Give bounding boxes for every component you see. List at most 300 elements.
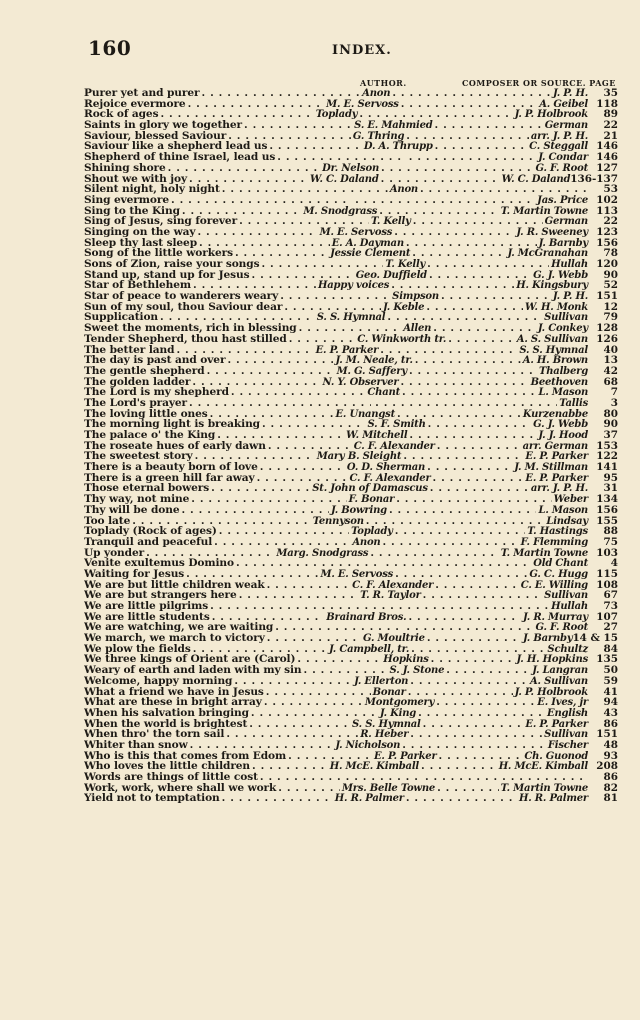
entry-author: Brainard Bros. — [326, 611, 407, 623]
entry-title: We are but little children weak — [84, 579, 265, 591]
entry-composer: Tallis — [559, 397, 588, 409]
entry-title: Sons of Zion, raise your songs — [84, 259, 260, 270]
entry-composer: J. Barnby — [523, 633, 573, 644]
leader-dots — [382, 601, 550, 612]
leader-dots — [260, 462, 345, 473]
entry-author: F. Bonar — [348, 494, 395, 505]
entry-composer: E. P. Parker — [525, 718, 588, 730]
entry-title: Venite exultemus Domino — [84, 558, 234, 569]
entry-page: 86 — [603, 718, 618, 730]
entry-page: 95 — [603, 472, 618, 484]
entry-page: 42 — [603, 365, 618, 377]
entry-page: 35 — [603, 88, 618, 99]
entry-author: M. E. Servoss — [319, 226, 393, 238]
leader-dots — [207, 366, 335, 377]
entry-composer: German — [544, 216, 588, 227]
entry-title: Whiter than snow — [84, 739, 188, 751]
leader-dots — [231, 387, 366, 398]
index-entry — [84, 377, 618, 388]
index-entry — [84, 120, 618, 131]
leader-dots — [160, 312, 315, 323]
leader-dots — [275, 622, 402, 633]
entry-composer: G. J. Webb — [533, 419, 588, 430]
entry-page: 73 — [603, 601, 618, 612]
entry-composer: Old Chant — [533, 558, 588, 569]
entry-page: 40 — [603, 344, 618, 356]
index-entry — [84, 719, 618, 730]
index-entry — [84, 184, 618, 195]
entry-page: 67 — [603, 590, 618, 601]
entry-composer: J. Langran — [532, 665, 588, 676]
entry-title: Song of the little workers — [84, 248, 233, 259]
index-list — [84, 88, 618, 804]
composer-page-column-header: COMPOSER OR SOURCE. PAGE — [462, 78, 616, 88]
leader-dots — [435, 141, 528, 152]
index-entry — [84, 152, 618, 163]
leader-dots — [277, 152, 404, 163]
entry-title: The gentle shepherd — [84, 365, 205, 377]
leader-dots — [423, 590, 542, 601]
entry-composer: English — [547, 707, 588, 719]
entry-title: Singing on the way — [84, 226, 196, 238]
entry-title: Saints in glory we together — [84, 120, 242, 131]
leader-dots — [210, 601, 378, 612]
entry-composer: L. Mason — [538, 504, 588, 516]
leader-dots — [197, 227, 317, 238]
leader-dots — [421, 761, 497, 772]
index-entry — [84, 654, 618, 665]
leader-dots — [193, 644, 327, 655]
index-entry — [84, 291, 618, 302]
entry-composer: T. Martin Towne — [500, 547, 588, 559]
entry-title: Saviour, blessed Saviour — [84, 130, 227, 142]
index-entry — [84, 494, 618, 505]
leader-dots — [433, 323, 536, 334]
entry-page: 81 — [603, 793, 618, 805]
index-entry — [84, 633, 618, 644]
entry-author: Bonar — [372, 686, 406, 698]
leader-dots — [392, 88, 551, 99]
index-entry — [84, 622, 618, 633]
leader-dots — [168, 163, 321, 174]
entry-page: 41 — [603, 686, 618, 698]
entry-page: 93 — [603, 750, 618, 762]
leader-dots — [428, 419, 532, 430]
entry-composer: G. F. Root — [535, 162, 588, 174]
leader-dots — [406, 238, 537, 249]
entry-author: Hopkins — [383, 654, 429, 666]
entry-author: M. Snodgrass — [303, 205, 378, 217]
entry-author: H. McE. Kimball — [329, 761, 420, 772]
entry-title: Shepherd of thine Israel, lead us — [84, 152, 276, 163]
entry-title: Supplication — [84, 312, 159, 324]
index-entry — [84, 783, 618, 794]
entry-title: We plow the fields — [84, 643, 191, 655]
index-entry — [84, 537, 618, 548]
index-entry — [84, 409, 618, 420]
leader-dots — [426, 302, 523, 313]
index-entry — [84, 312, 618, 323]
entry-title: We march, we march to victory — [84, 633, 265, 644]
entry-title: Those eternal bowers — [84, 483, 210, 495]
entry-composer: G. J. Webb — [533, 269, 588, 281]
entry-title: Tender Shepherd, thou hast stilled — [84, 333, 287, 345]
leader-dots — [402, 387, 537, 398]
leader-dots — [406, 793, 517, 804]
leader-dots — [227, 355, 333, 366]
index-entry — [84, 612, 618, 623]
leader-dots — [427, 259, 549, 270]
leader-dots — [410, 676, 528, 687]
index-entry — [84, 793, 618, 804]
entry-composer: Thalberg — [538, 365, 588, 377]
entry-title: We are little pilgrims — [84, 601, 209, 612]
entry-composer: C. E. Willing — [520, 579, 588, 591]
entry-page: 78 — [603, 248, 618, 259]
entry-title: Sing evermore — [84, 194, 169, 206]
entry-title: Rock of ages — [84, 109, 159, 121]
index-entry — [84, 644, 618, 655]
index-entry — [84, 772, 618, 783]
entry-composer: J. Conkey — [537, 323, 588, 334]
entry-author: Toplady — [315, 109, 358, 121]
leader-dots — [429, 270, 531, 281]
leader-dots — [435, 580, 519, 591]
entry-page: 37 — [603, 430, 618, 441]
entry-composer: G. F. Root — [535, 622, 588, 634]
leader-dots — [446, 665, 530, 676]
index-entry — [84, 419, 618, 430]
entry-author: Mrs. Belle Towne — [341, 782, 436, 794]
entry-author: E. P. Parker — [373, 750, 437, 762]
entry-page: 153 — [596, 440, 618, 452]
entry-title: The golden ladder — [84, 376, 191, 388]
leader-dots — [280, 291, 390, 302]
leader-dots — [171, 195, 351, 206]
entry-composer: arr. German — [522, 440, 588, 452]
entry-composer: German — [544, 120, 588, 131]
leader-dots — [195, 451, 315, 462]
entry-page: 208 — [596, 761, 618, 772]
entry-page: 156 — [596, 504, 618, 516]
index-entry — [84, 462, 618, 473]
index-entry — [84, 751, 618, 762]
leader-dots — [239, 590, 358, 601]
entry-title: Sleep thy last sleep — [84, 237, 198, 249]
index-entry — [84, 206, 618, 217]
leader-dots — [382, 537, 518, 548]
index-entry — [84, 323, 618, 334]
entry-title: Yield not to temptation — [84, 793, 220, 805]
entry-title: What a friend we have in Jesus — [84, 686, 264, 698]
index-entry — [84, 131, 618, 142]
entry-author: C. F. Alexander — [349, 472, 431, 484]
index-entry — [84, 355, 618, 366]
entry-composer: J. Condar — [538, 152, 588, 163]
entry-page: 126 — [596, 333, 618, 345]
entry-composer: Hullah — [551, 259, 588, 270]
leader-dots — [395, 569, 527, 580]
entry-page: 120 — [596, 259, 618, 270]
index-entry — [84, 259, 618, 270]
entry-author: T. R. Taylor — [360, 590, 421, 601]
entry-composer: H. McE. Kimball — [498, 761, 588, 772]
leader-dots — [430, 483, 529, 494]
entry-title: Silent night, holy night — [84, 184, 220, 195]
entry-title: When his salvation bringing — [84, 707, 249, 719]
entry-author: Tennyson — [312, 515, 364, 527]
entry-composer: E. P. Parker — [525, 451, 588, 463]
entry-title: Star of peace to wanderers weary — [84, 291, 279, 302]
leader-dots — [355, 195, 535, 206]
leader-dots — [437, 783, 499, 794]
entry-author: S. F. Smith — [367, 419, 426, 430]
leader-dots — [299, 323, 402, 334]
leader-dots — [284, 302, 381, 313]
leader-dots — [436, 697, 535, 708]
entry-page: 84 — [603, 643, 618, 655]
leader-dots — [188, 99, 325, 110]
entry-title: Sing to the King — [84, 205, 180, 217]
leader-dots — [214, 537, 350, 548]
entry-page: 31 — [603, 483, 618, 495]
index-entry — [84, 88, 618, 99]
leader-dots — [236, 558, 382, 569]
leader-dots — [410, 729, 542, 740]
leader-dots — [222, 793, 333, 804]
entry-title: Star of Bethlehem — [84, 280, 191, 292]
entry-composer: T. Hastings — [527, 526, 588, 537]
entry-page: 102 — [596, 194, 618, 206]
leader-dots — [202, 88, 361, 99]
entry-page: 90 — [603, 269, 618, 281]
entry-page: 141 — [596, 462, 618, 473]
entry-author: M. E. Servoss — [320, 568, 394, 580]
index-entry — [84, 516, 618, 527]
entry-composer: Lindsay — [546, 515, 588, 527]
entry-page: 4 — [610, 558, 618, 569]
entry-author: E. A. Dayman — [331, 237, 404, 249]
entry-title: When the world is brightest — [84, 718, 248, 730]
leader-dots — [433, 473, 524, 484]
entry-author: J. Keble — [383, 301, 425, 313]
entry-title: There is a green hill far away — [84, 472, 255, 484]
leader-dots — [252, 761, 328, 772]
leader-dots — [228, 131, 351, 142]
leader-dots — [146, 548, 274, 559]
entry-page: 80 — [603, 408, 618, 420]
leader-dots — [409, 366, 537, 377]
entry-author: Mary B. Sleight — [316, 451, 402, 463]
leader-dots — [289, 334, 356, 345]
entry-author: O. D. Sherman — [346, 462, 426, 473]
entry-title: Weary of earth and laden with my sin — [84, 665, 302, 676]
leader-dots — [420, 184, 586, 195]
entry-composer: J. J. Hood — [538, 430, 588, 441]
entry-composer: Sullivan — [544, 312, 588, 324]
index-entry — [84, 590, 618, 601]
leader-dots — [381, 163, 534, 174]
index-entry — [84, 302, 618, 313]
index-entry — [84, 569, 618, 580]
index-entry — [84, 441, 618, 452]
index-entry — [84, 345, 618, 356]
entry-title: Toplady (Rock of ages) — [84, 526, 217, 537]
entry-title: Too late — [84, 515, 131, 527]
entry-title: When thro' the torn sail — [84, 729, 225, 740]
leader-dots — [234, 676, 352, 687]
entry-author: S. S. Hymnal — [352, 718, 421, 730]
entry-author: T. Kelly — [385, 259, 426, 270]
entry-title: The Lord's prayer — [84, 397, 188, 409]
leader-dots — [391, 280, 514, 291]
index-entry — [84, 697, 618, 708]
entry-title: The palace o' the King — [84, 430, 216, 441]
entry-page: 75 — [603, 536, 618, 548]
index-entry — [84, 141, 618, 152]
entry-composer: J. McGranahan — [507, 248, 588, 259]
entry-composer: H. R. Palmer — [518, 793, 588, 805]
entry-composer: E. P. Parker — [525, 472, 588, 484]
entry-author: J. M. Neale, tr. — [335, 355, 413, 366]
leader-dots — [189, 174, 308, 185]
leader-dots — [394, 227, 514, 238]
leader-dots — [219, 526, 349, 537]
leader-dots — [406, 622, 533, 633]
entry-author: W. Mitchell — [346, 430, 408, 441]
entry-title: Rejoice evermore — [84, 98, 186, 110]
entry-author: D. A. Thrupp — [363, 141, 433, 153]
entry-composer: A. Sullivan — [530, 675, 588, 687]
index-entry — [84, 483, 618, 494]
entry-title: The day is past and over — [84, 355, 226, 366]
entry-page: 118 — [596, 98, 618, 110]
entry-author: J. Nicholson — [335, 739, 401, 751]
entry-author: R. Heber — [360, 729, 409, 740]
entry-author: G. Moultrie — [363, 633, 425, 644]
entry-title: Waiting for Jesus — [84, 568, 185, 580]
entry-page: 43 — [603, 707, 618, 719]
entry-page: 107 — [596, 611, 618, 623]
entry-author: Dr. Nelson — [322, 162, 380, 174]
entry-page: 90 — [603, 419, 618, 430]
leader-dots — [226, 729, 358, 740]
entry-composer: J. R. Sweeney — [516, 226, 588, 238]
entry-page: 68 — [603, 376, 618, 388]
entry-page: 156 — [596, 237, 618, 249]
leader-dots — [262, 419, 366, 430]
entry-author: T. Kelly — [370, 216, 411, 227]
leader-dots — [181, 505, 329, 516]
entry-composer: Hullah — [551, 601, 588, 612]
entry-author: Marg. Snodgrass — [276, 547, 369, 559]
entry-page: 123 — [596, 226, 618, 238]
entry-title: What are these in bright array — [84, 697, 262, 708]
leader-dots — [413, 216, 543, 227]
leader-dots — [406, 131, 529, 142]
leader-dots — [252, 270, 354, 281]
entry-author: J. Ellerton — [354, 675, 409, 687]
entry-title: Sing of Jesus, sing forever — [84, 216, 238, 227]
entry-title: Who loves the little children — [84, 761, 251, 772]
entry-page: 136-137 — [570, 173, 618, 185]
leader-dots — [266, 687, 371, 698]
leader-dots — [387, 312, 542, 323]
entry-composer: arr. J. P. H. — [530, 130, 589, 142]
leader-dots — [160, 109, 313, 120]
leader-dots — [425, 772, 586, 783]
entry-composer: T. Martin Towne — [500, 782, 588, 794]
entry-title: Work, work, where shall we work — [84, 782, 277, 794]
entry-composer: G. C. Hugg — [529, 568, 588, 580]
entry-title: The sweetest story — [84, 451, 193, 463]
entry-title: We are little students — [84, 611, 210, 623]
leader-dots — [409, 430, 536, 441]
entry-composer: J. P. Holbrook — [514, 686, 588, 698]
leader-dots — [403, 451, 523, 462]
entry-title: Thy will be done — [84, 504, 180, 516]
entry-composer: J. M. Stillman — [514, 462, 588, 473]
entry-author: C. Winkworth tr. — [357, 333, 447, 345]
page-title: INDEX. — [332, 43, 392, 58]
index-entry — [84, 398, 618, 409]
entry-author: E. Unangst — [335, 408, 396, 420]
entry-composer: Beethoven — [530, 376, 588, 388]
entry-page: 151 — [596, 729, 618, 740]
index-entry — [84, 505, 618, 516]
entry-page: 127 — [596, 162, 618, 174]
entry-title: Saviour like a shepherd lead us — [84, 141, 268, 153]
entry-title: We are but strangers here — [84, 590, 237, 601]
leader-dots — [439, 751, 523, 762]
entry-title: Thy way, not mine — [84, 494, 190, 505]
entry-page: 89 — [603, 109, 618, 121]
index-entry — [84, 761, 618, 772]
leader-dots — [386, 558, 532, 569]
entry-page: 128 — [596, 323, 618, 334]
entry-page: 122 — [596, 451, 618, 463]
entry-author: M. E. Servoss — [326, 98, 399, 110]
entry-composer: J. P. Holbrook — [514, 109, 589, 121]
leader-dots — [192, 377, 320, 388]
entry-page: 22 — [603, 216, 618, 227]
leader-dots — [244, 120, 352, 131]
index-entry — [84, 387, 618, 398]
leader-dots — [190, 740, 334, 751]
index-entry — [84, 601, 618, 612]
entry-author: J. Campbell, tr. — [329, 643, 410, 655]
entry-author: Simpson — [392, 291, 439, 302]
entry-title: The roseate hues of early dawn — [84, 440, 266, 452]
entry-page: 103 — [596, 547, 618, 559]
leader-dots — [411, 644, 545, 655]
leader-dots — [297, 654, 381, 665]
entry-composer: Ch. Guonod — [524, 750, 588, 762]
entry-composer: Kurzenabbe — [522, 408, 588, 420]
entry-author: Allen — [403, 323, 432, 334]
entry-author: G. Thring — [352, 130, 405, 142]
entry-title: Stand up, stand up for Jesus — [84, 269, 250, 281]
entry-composer: A. H. Brown — [522, 355, 588, 366]
leader-dots — [400, 377, 528, 388]
author-column-header: AUTHOR. — [360, 78, 407, 88]
entry-page: 50 — [603, 665, 618, 676]
entry-title: Welcome, happy morning — [84, 675, 233, 687]
leader-dots — [304, 665, 388, 676]
entry-composer: S. S. Hymnal — [519, 344, 588, 356]
entry-page: 82 — [603, 782, 618, 794]
leader-dots — [375, 398, 557, 409]
